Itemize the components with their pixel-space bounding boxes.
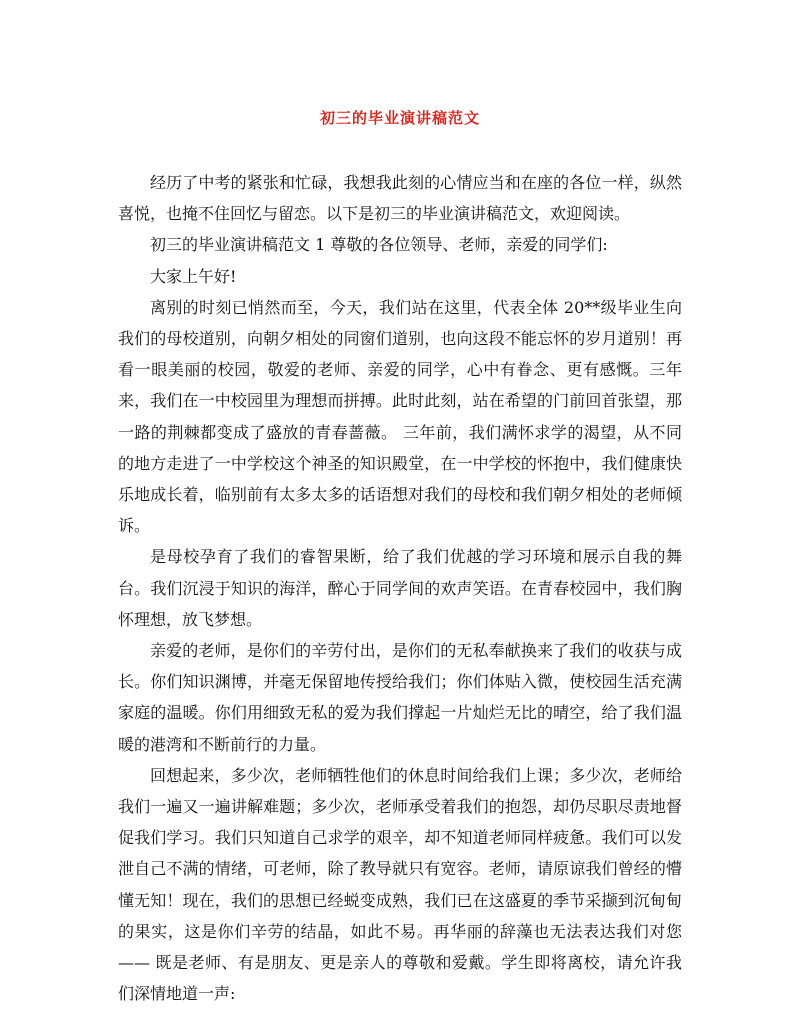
document-title: 初三的毕业演讲稿范文 (319, 109, 480, 127)
paragraph-alma-mater: 是母校孕育了我们的睿智果断，给了我们优越的学习环境和展示自我的舞台。我们沉浸于知识的海洋，醉心于同学间的欢声笑语。在青春校园中，我们胸怀理想，放飞梦想。 (118, 547, 682, 629)
paragraph-greeting: 大家上午好! (150, 266, 237, 286)
paragraph-teachers: 亲爱的老师，是你们的辛劳付出，是你们的无私奉献换来了我们的收获与成长。你们知识渊博，并毫无保留地传授给我们；你们体贴入微，使校园生活充满家庭的温暖。你们用细致无私的爱为我们撑起一片灿烂无比的晴空，给了我们温暖的港湾和不断前行的力量。 (118, 641, 682, 754)
paragraph-recollection: 回想起来，多少次，老师牺牲他们的休息时间给我们上课；多少次，老师给我们一遍又一遍讲解难题；多少次，老师承受着我们的抱怨，却仍尽职尽责地督促我们学习。我们只知道自己求学的艰辛，却不知道老师同样疲惫。我们可以发泄自己不满的情绪，可老师，除了教导就只有宽容。老师，请原谅我们曾经的懵懂无知！现在，我们的思想已经蜕变成熟，我们已在这盛夏的季节采撷到沉甸甸的果实，这是你们辛劳的结晶，如此不易。再华丽的辞藻也无法表达我们对您—— 既是老师、有是朋友、更是亲人的尊敬和爱戴。学生即将离校，请允许我们深情地道一声: (118, 765, 682, 1004)
paragraph-intro: 经历了中考的紧张和忙碌，我想我此刻的心情应当和在座的各位一样，纵然喜悦，也掩不住回忆与留恋。以下是初三的毕业演讲稿范文，欢迎阅读。 (118, 173, 682, 224)
paragraph-salutation: 初三的毕业演讲稿范文 1 尊敬的各位领导、老师，亲爱的同学们: (150, 235, 608, 255)
document-body (118, 167, 682, 1009)
paragraph-farewell: 离别的时刻已悄然而至，今天，我们站在这里，代表全体 20**级毕业生向我们的母校道别，向朝夕相处的同窗们道别，也向这段不能忘怀的岁月道别！再看一眼美丽的校园，敬爱的老师、亲爱的同学，心中有眷念、更有感慨。三年来，我们在一中校园里为理想而拼搏。此时此刻，站在希望的门前回首张望，那一路的荆棘都变成了盛放的青春蔷薇。 三年前，我们满怀求学的渴望，从不同的地方走进了一中学校这个神圣的知识殿堂，在一中学校的怀抱中，我们健康快乐地成长着，临别前有太多太多的话语想对我们的母校和我们朝夕相处的老师倾诉。 (118, 297, 682, 536)
